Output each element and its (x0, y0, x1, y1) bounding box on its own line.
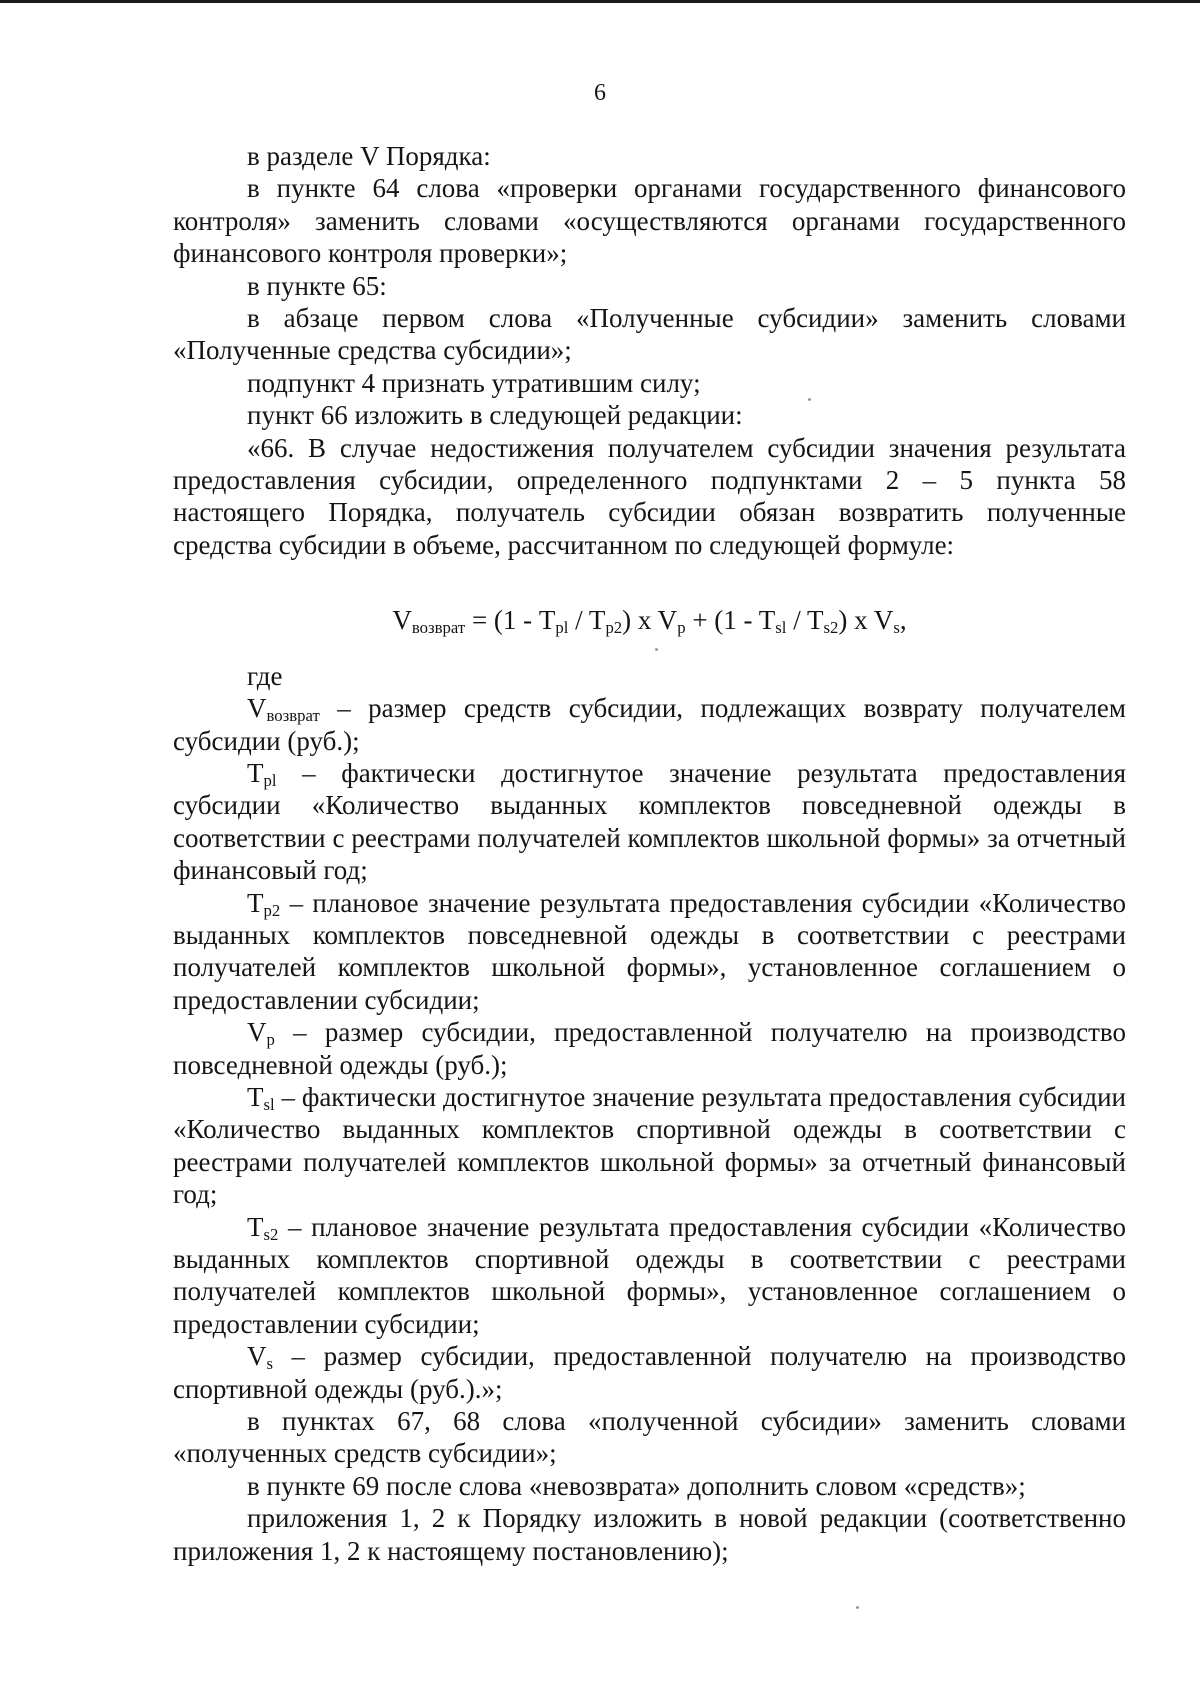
definition-text: – размер средств субсидии, подлежащих возврату получателем субсидии (руб.); (173, 693, 1126, 756)
formula-text: , (899, 605, 907, 636)
paragraph: подпункт 4 признать утратившим силу; (247, 367, 701, 398)
definition (173, 1081, 1126, 1211)
definition-subscript: s2 (263, 1224, 279, 1244)
formula-text: = (1 - T (465, 605, 556, 636)
definition-symbol: V (247, 1017, 267, 1048)
paragraph: в разделе V Порядка: (247, 141, 491, 171)
definition-symbol: T (247, 887, 264, 918)
formula-symbol: V (392, 605, 412, 636)
definition-subscript: sl (263, 1094, 275, 1114)
page-number: 6 (594, 80, 606, 106)
scan-top-border (0, 0, 1200, 3)
scan-speck (808, 398, 811, 401)
refund-formula (173, 604, 1126, 636)
formula-text: ) x V (838, 605, 894, 636)
definition-subscript: p2 (263, 900, 281, 920)
definition-text: – размер субсидии, предоставленной получателю на производство спортивной одежды (руб.).»; (173, 1341, 1126, 1404)
definition-symbol: T (247, 1081, 264, 1112)
formula-text: / T (568, 605, 606, 636)
definition-text: – плановое значение результата предоставления субсидии «Количество выданных комплектов повседневной одежды в соответствии с реестрами получателей комплектов школьной формы», установленное соглашением о предоставлении субсидии; (173, 887, 1126, 1015)
formula-text: ) x V (622, 605, 678, 636)
definition (173, 692, 1126, 757)
paragraph: в пункте 64 слова «проверки органами государственного финансового контроля» заменить словами «осуществляются органами государственного финансового контроля проверки»; (173, 173, 1126, 269)
definition (173, 1340, 1126, 1405)
definition-text: – плановое значение результата предоставления субсидии «Количество выданных комплектов спортивной одежды в соответствии с реестрами получателей комплектов школьной формы», установленное соглашением о предоставлении субсидии; (173, 1211, 1126, 1339)
definition (173, 1016, 1126, 1081)
definition-text: – фактически достигнутое значение результата предоставления субсидии «Количество выданных комплектов повседневной одежды в соответствии с реестрами получателей комплектов школьной формы» за отчетный финансовый год; (173, 757, 1126, 886)
definition-subscript: s (266, 1354, 274, 1374)
document-body (173, 140, 1126, 1567)
formula-subscript: pl (555, 618, 569, 638)
definition-text: – размер субсидии, предоставленной получателю на производство повседневной одежды (руб.); (173, 1017, 1126, 1080)
paragraph: «66. В случае недостижения получателем субсидии значения результата предоставления субсидии, определенного подпунктами 2 – 5 пункта 58 настоящего Порядка, получатель субсидии обязан возвратить полученные средства субсидии в объеме, рассчитанном по следующей формуле: (173, 432, 1126, 560)
definition-subscript: p (266, 1030, 275, 1050)
scan-speck (856, 1606, 859, 1609)
paragraph: в пункте 69 после слова «невозврата» дополнить словом «средств»; (247, 1470, 1026, 1501)
formula-subscript: sl (775, 618, 787, 638)
definition (173, 757, 1126, 887)
where-label: где (247, 660, 283, 691)
definition-subscript: pl (263, 770, 277, 790)
definition-symbol: T (247, 1211, 264, 1242)
definition-symbol: T (247, 757, 264, 788)
formula-text: + (1 - T (685, 605, 776, 636)
definition (173, 1211, 1126, 1341)
scan-speck (655, 648, 658, 651)
definition (173, 887, 1126, 1017)
formula-subscript: возврат (411, 618, 466, 638)
paragraph: пункт 66 изложить в следующей редакции: (247, 400, 743, 431)
definition-subscript: возврат (266, 706, 320, 726)
formula-subscript: p2 (605, 618, 623, 638)
paragraph: в пункте 65: (247, 270, 387, 301)
definition-symbol: V (247, 1341, 267, 1372)
paragraph: приложения 1, 2 к Порядку изложить в новой редакции (соответственно приложения 1, 2 к настоящему постановлению); (173, 1503, 1126, 1566)
definition-text: – фактически достигнутое значение результата предоставления субсидии «Количество выданных комплектов спортивной одежды в соответствии с реестрами получателей комплектов школьной формы» за отчетный финансовый год; (173, 1081, 1126, 1210)
definition-symbol: V (247, 693, 267, 724)
paragraph: в пунктах 67, 68 слова «полученной субсидии» заменить словами «полученных средств субсидии»; (173, 1406, 1126, 1469)
paragraph: в абзаце первом слова «Полученные субсидии» заменить словами «Полученные средства субсидии»; (173, 303, 1126, 366)
formula-subscript: p (677, 618, 686, 638)
formula-subscript: s2 (823, 618, 839, 638)
formula-subscript: s (893, 618, 900, 638)
formula-text: / T (786, 605, 824, 636)
